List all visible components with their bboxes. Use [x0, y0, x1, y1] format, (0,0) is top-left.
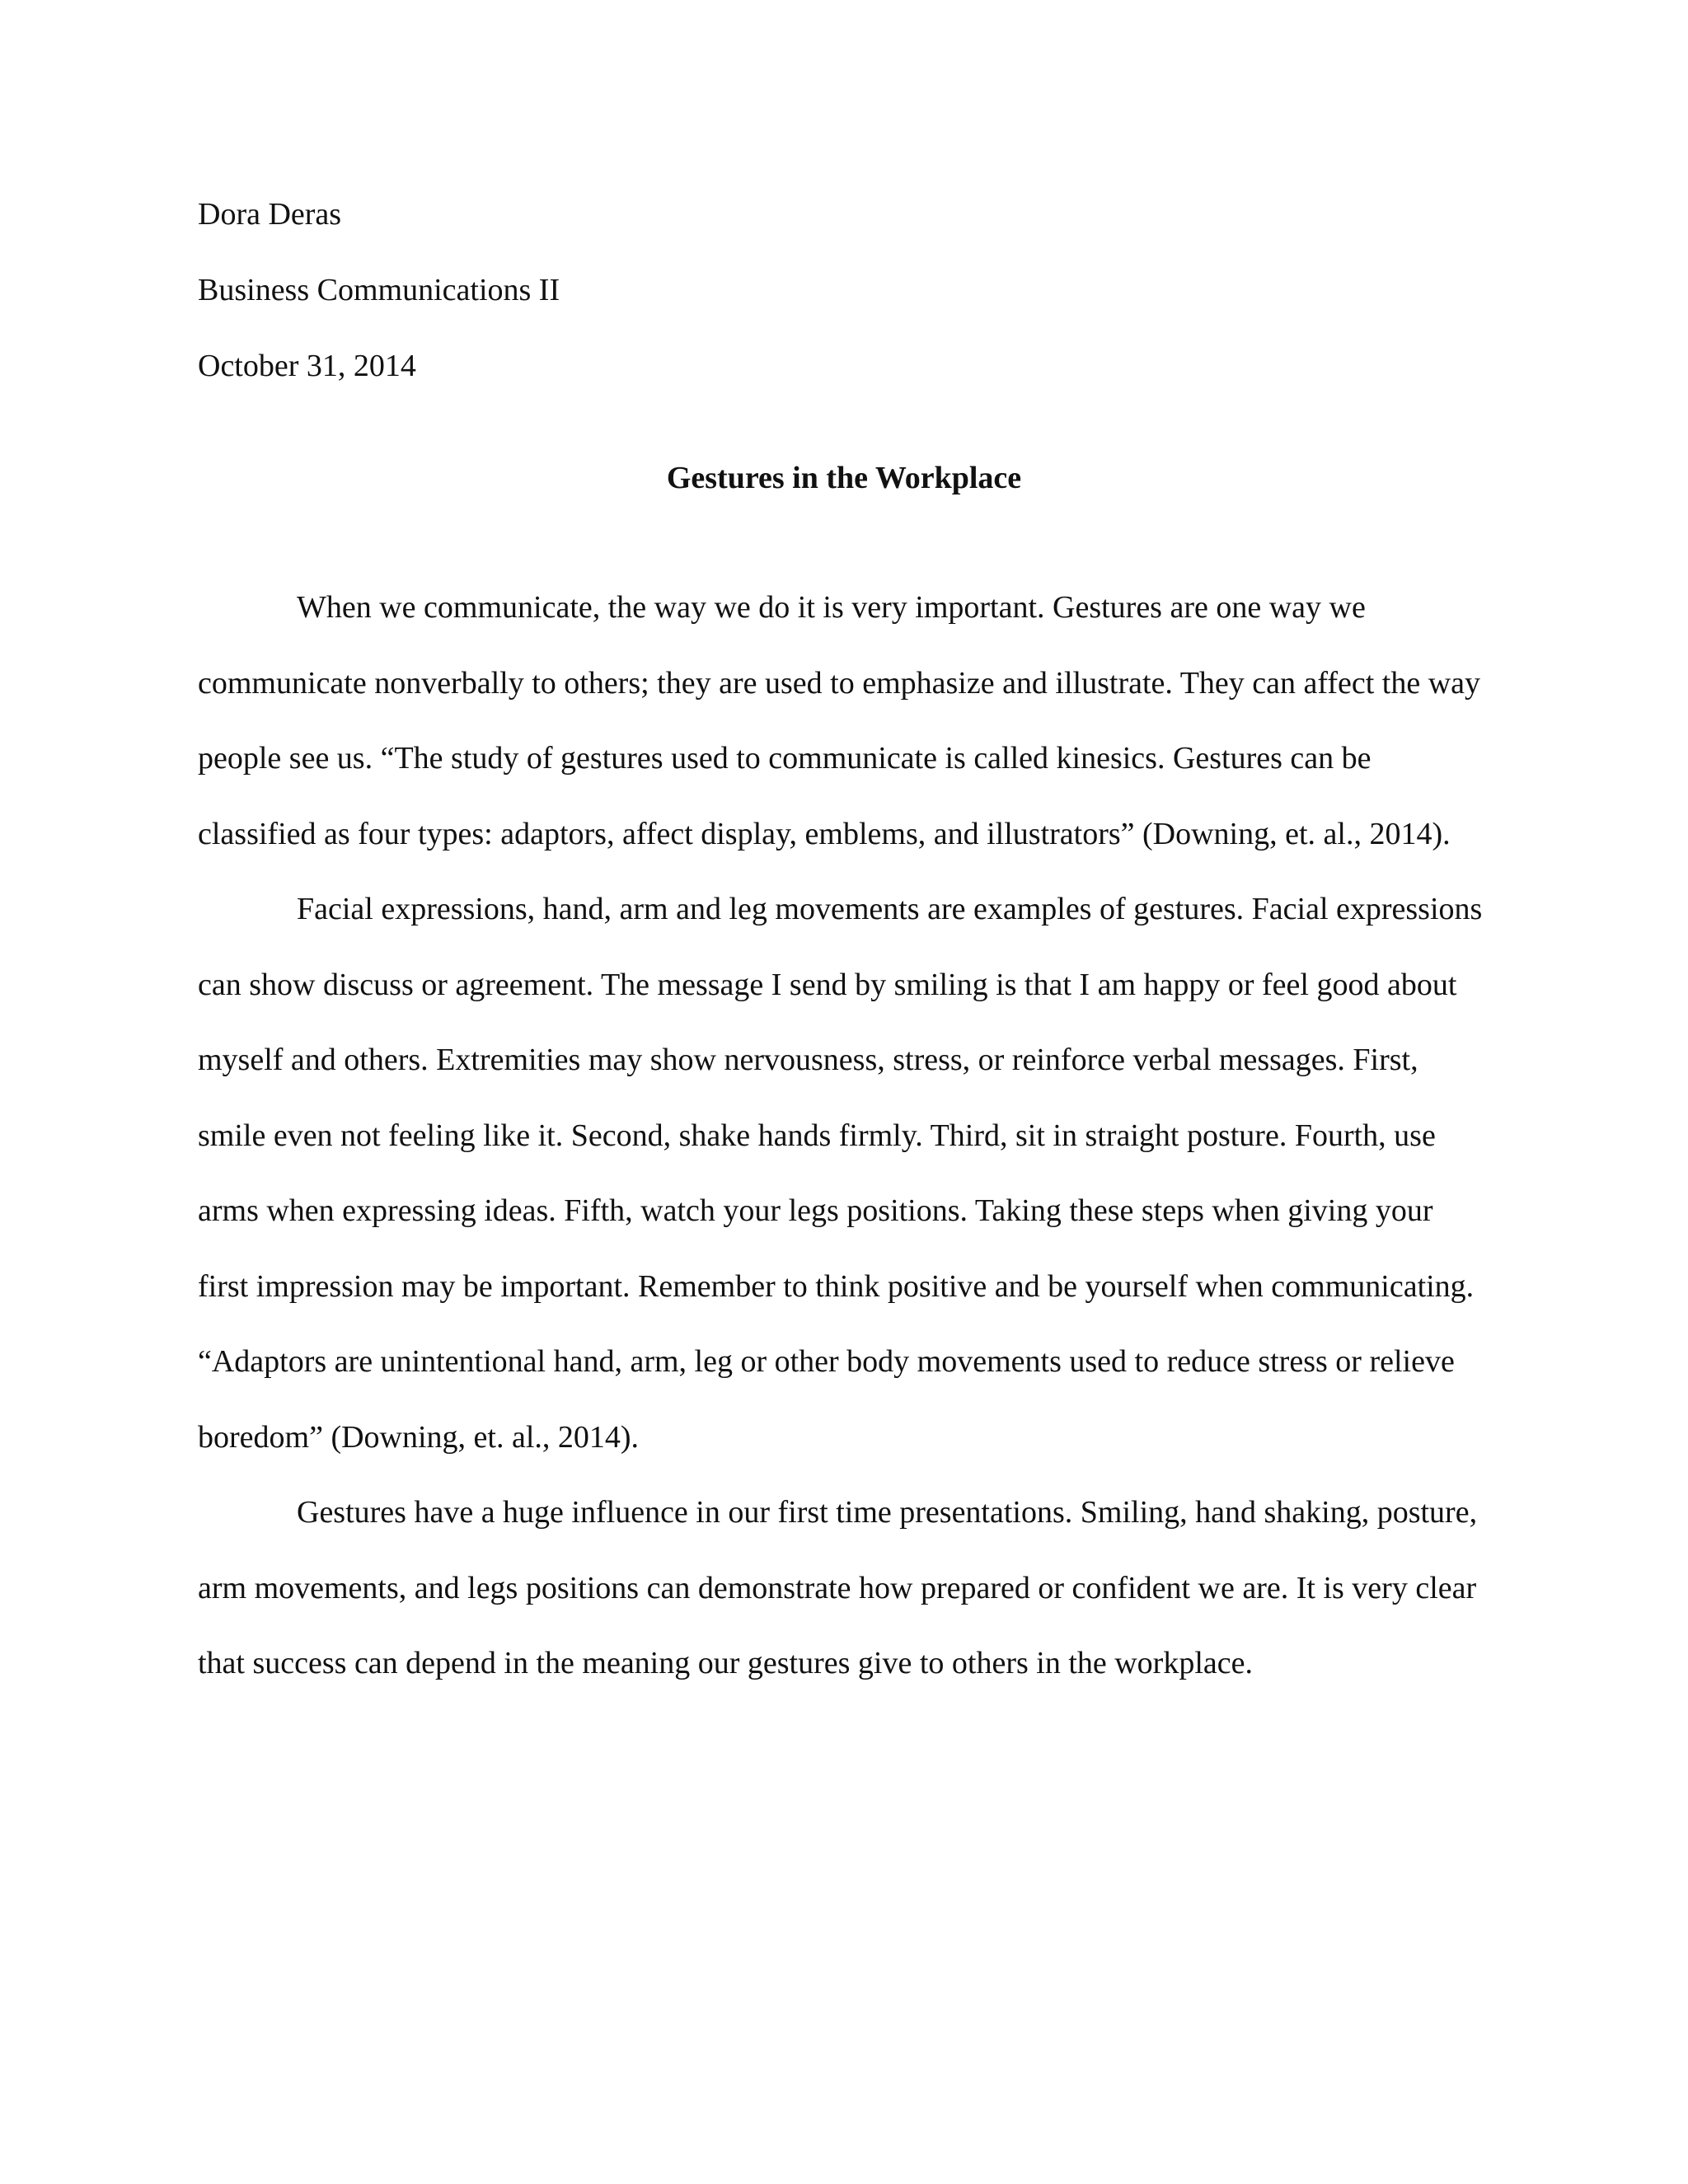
author-name: Dora Deras — [198, 197, 342, 232]
document-body — [198, 570, 1484, 1702]
course-name: Business Communications II — [198, 273, 560, 307]
document-title: Gestures in the Workplace — [666, 461, 1022, 495]
paragraph-3: Gestures have a huge influence in our first time presentations. Smiling, hand shaking, posture, arm movements, and legs positions can demonstrate how prepared or confident we are. It is very clear that success can depend in the meaning our gestures give to others in the workplace. — [198, 1495, 1478, 1680]
paragraph-1: When we communicate, the way we do it is very important. Gestures are one way we communicate nonverbally to others; they are used to emphasize and illustrate. They can affect the way people see us. “The study of gestures used to communicate is called kinesics. Gestures can be classified as four types: adaptors, affect display, emblems, and illustrators” (Downing, et. al., 2014). — [198, 590, 1481, 851]
document-date: October 31, 2014 — [198, 349, 416, 383]
paragraph-2: Facial expressions, hand, arm and leg movements are examples of gestures. Facial expressions can show discuss or agreement. The message I send by smiling is that I am happy or feel good about myself and others. Extremities may show nervousness, stress, or reinforce verbal messages. First, smile even not feeling like it. Second, shake hands firmly. Third, sit in straight posture. Fourth, use arms when expressing ideas. Fifth, watch your legs positions. Taking these steps when giving your first impression may be important. Remember to think positive and be yourself when communicating. “Adaptors are unintentional hand, arm, leg or other body movements used to reduce stress or relieve boredom” (Downing, et. al., 2014). — [198, 892, 1483, 1455]
